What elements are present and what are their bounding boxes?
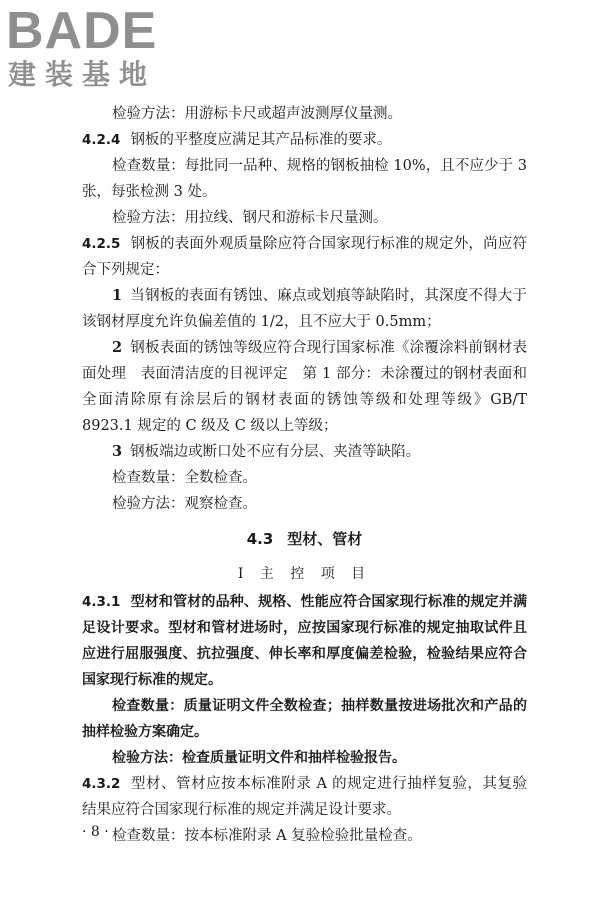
paragraph-inspection-quantity: 检查数量：质量证明文件全数检查；抽样数量按进场批次和产品的抽样检验方案确定。 xyxy=(82,698,527,740)
clause-4-3-1 xyxy=(82,589,527,693)
list-item-text: 当钢板的表面有锈蚀、麻点或划痕等缺陷时，其深度不得大于该钢材厚度允许负偏差值的 1/2，且不应大于 0.5mm； xyxy=(82,288,527,330)
list-item-number: 2 xyxy=(112,339,123,356)
section-number: 4.3 xyxy=(246,530,274,548)
list-item-3 xyxy=(82,439,527,465)
list-item-1 xyxy=(82,283,527,335)
clause-number: 4.3.1 xyxy=(82,594,121,610)
paragraph-inspection-method: 检验方法：用拉线、钢尺和游标卡尺量测。 xyxy=(112,210,388,226)
clause-number: 4.3.2 xyxy=(82,776,121,792)
section-title: 型材、管材 xyxy=(287,530,363,548)
list-item-number: 1 xyxy=(112,287,123,304)
clause-number: 4.2.5 xyxy=(82,236,121,252)
section-heading xyxy=(82,526,527,552)
list-item-text: 钢板表面的锈蚀等级应符合现行国家标准《涂覆涂料前钢材表面处理 表面清洁度的目视评定 第 1 部分：未涂覆过的钢材表面和全面清除原有涂层后的钢材表面的锈蚀等级和处理等级》GB/T 8923.1 规定的 C 级及 C 级以上等级； xyxy=(82,340,527,434)
clause-text: 型材、管材应按本标准附录 A 的规定进行抽样复验，其复验结果应符合国家现行标准的规定并满足设计要求。 xyxy=(82,776,527,818)
clause-number: 4.2.4 xyxy=(82,132,121,148)
paragraph-inspection-method: 检验方法：观察检查。 xyxy=(112,496,257,512)
clause-4-2-5 xyxy=(82,231,527,283)
clause-4-2-4 xyxy=(82,127,527,153)
paragraph-inspection-method: 检验方法：用游标卡尺或超声波测厚仪量测。 xyxy=(112,106,402,122)
page-number: · 8 · xyxy=(82,824,109,840)
subsection-heading: Ⅰ 主 控 项 目 xyxy=(237,566,372,582)
list-item-2 xyxy=(82,335,527,439)
paragraph-inspection-quantity: 检查数量：每批同一品种、规格的钢板抽检 10%，且不应少于 3 张，每张检测 3 处。 xyxy=(82,158,527,200)
logo-wordmark: BADE xyxy=(6,2,158,60)
list-item-text: 钢板端边或断口处不应有分层、夹渣等缺陷。 xyxy=(130,444,421,460)
paragraph-inspection-quantity: 检查数量：按本标准附录 A 复验检验批量检查。 xyxy=(112,828,422,844)
logo-chinese-text: 建装基地 xyxy=(8,58,157,91)
site-logo xyxy=(6,4,157,92)
clause-4-3-2 xyxy=(82,771,527,823)
clause-text: 型材和管材的品种、规格、性能应符合国家现行标准的规定并满足设计要求。型材和管材进场时，应按国家现行标准的规定抽取试件且应进行屈服强度、抗拉强度、伸长率和厚度偏差检验，检验结果应符合国家现行标准的规定。 xyxy=(82,594,527,688)
list-item-number: 3 xyxy=(112,443,123,460)
clause-text: 钢板的平整度应满足其产品标准的要求。 xyxy=(130,132,392,148)
document-body xyxy=(82,101,527,849)
paragraph-inspection-method: 检验方法：检查质量证明文件和抽样检验报告。 xyxy=(112,750,406,766)
clause-text: 钢板的表面外观质量除应符合国家现行标准的规定外，尚应符合下列规定： xyxy=(82,236,527,278)
paragraph-inspection-quantity: 检查数量：全数检查。 xyxy=(112,470,257,486)
